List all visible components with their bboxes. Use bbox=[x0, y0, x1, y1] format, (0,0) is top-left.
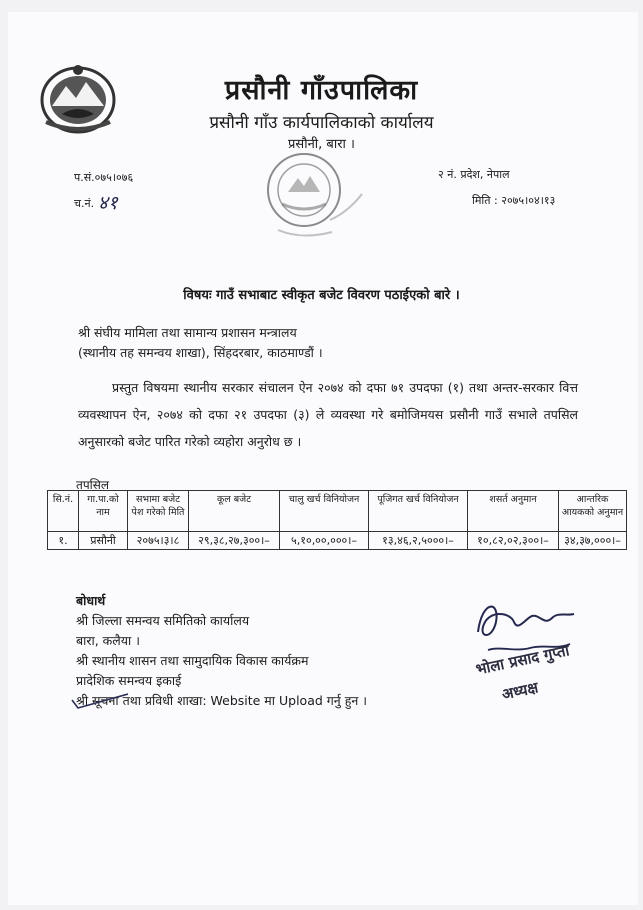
table-cell: ५,१०,००,०००।– bbox=[280, 532, 369, 550]
office-location: प्रसौनी, बारा । bbox=[288, 137, 355, 152]
col-header: सभामा बजेट पेश गरेको मिति bbox=[128, 491, 189, 532]
municipality-title: प्रसौनी गाँउपालिका bbox=[224, 75, 419, 106]
col-header: चालु खर्च विनियोजन bbox=[280, 491, 369, 532]
cc-heading: बोधार्थ bbox=[76, 593, 106, 608]
signatory-name: भोला प्रसाद गुप्ता bbox=[474, 641, 571, 679]
col-header: कूल बजेट bbox=[189, 491, 280, 532]
table-caption: तपसिल bbox=[76, 478, 110, 492]
table-cell: १. bbox=[48, 532, 79, 550]
province-label: २ नं. प्रदेश, नेपाल bbox=[438, 168, 510, 181]
table-header-row bbox=[48, 491, 627, 532]
letter-date: मिति : २०७५।०४।१३ bbox=[472, 194, 556, 207]
table-cell: ३४,३७,०००।– bbox=[559, 532, 627, 550]
table-cell: २९,३८,२७,३००।– bbox=[189, 532, 280, 550]
letter-subject: विषयः गाउँ सभाबाट स्वीकृत बजेट विवरण पठाईएको बारे । bbox=[183, 288, 460, 303]
dispatch-number: ४१ bbox=[98, 192, 118, 214]
body-paragraph: प्रस्तुत विषयमा स्थानीय सरकार संचालन ऐन २०७४ को दफा ७१ उपदफा (१) तथा अन्तर-सरकार वित्त व्यवस्थापन ऐन, २०७४ को दफा २१ उपदफा (३) ले व्यवस्था गरे बमोजिमयस प्रसौनी गाउँ सभाले तपसिल अनुसारको बजेट पारित गरेको व्यहोरा अनुरोध छ । bbox=[78, 380, 578, 449]
cc-line: श्री सूचना तथा प्रविधी शाखा: Website मा Upload गर्नु हुन । bbox=[76, 693, 367, 708]
dispatch-label: च.नं. bbox=[74, 197, 95, 210]
cc-line: बारा, कलैया । bbox=[76, 633, 140, 648]
cc-line: प्रादेशिक समन्वय इकाई bbox=[76, 673, 182, 688]
col-header: सि.नं. bbox=[48, 491, 79, 532]
reference-number: प.सं.०७५।०७६ bbox=[74, 171, 134, 184]
check-mark-icon bbox=[70, 690, 130, 712]
table-cell: १३,४६,२,५०००।– bbox=[369, 532, 468, 550]
col-header: गा.पा.को नाम bbox=[79, 491, 128, 532]
office-seal-icon bbox=[252, 148, 374, 248]
cc-line: श्री स्थानीय शासन तथा सामुदायिक विकास कार्यक्रम bbox=[76, 653, 309, 668]
cc-line: श्री जिल्ला समन्वय समितिको कार्यालय bbox=[76, 613, 250, 628]
col-header: शसर्त अनुमान bbox=[468, 491, 559, 532]
recipient-line-1: श्री संघीय मामिला तथा सामान्य प्रशासन मन्त्रालय bbox=[78, 325, 297, 340]
table-row bbox=[48, 532, 627, 550]
office-name: प्रसौनी गाँउ कार्यपालिकाको कार्यालय bbox=[209, 113, 434, 133]
col-header: आन्तरिक आयकको अनुमान bbox=[559, 491, 627, 532]
budget-table bbox=[47, 490, 627, 550]
table-cell: प्रसौनी bbox=[79, 532, 128, 550]
recipient-line-2: (स्थानीय तह समन्वय शाखा), सिंहदरबार, काठमाण्डौं । bbox=[78, 345, 323, 360]
signatory-title: अध्यक्ष bbox=[500, 678, 540, 704]
table-cell: २०७५।३।८ bbox=[128, 532, 189, 550]
table-cell: १०,८२,०२,३००।– bbox=[468, 532, 559, 550]
col-header: पूजिगत खर्च विनियोजन bbox=[369, 491, 468, 532]
letter-body bbox=[78, 374, 578, 455]
